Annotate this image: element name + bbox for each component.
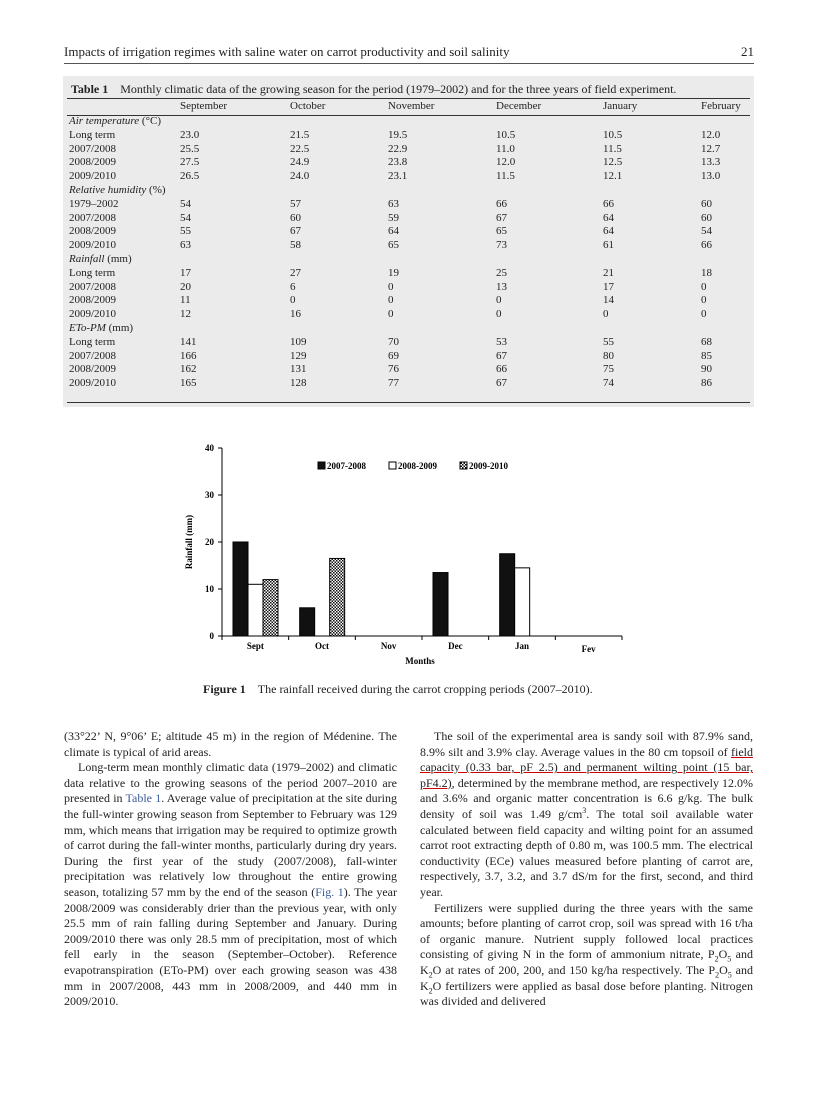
bar-2009-2010-Oct [330,558,345,636]
table-cell: 0 [701,294,707,307]
legend-swatch [389,462,396,469]
column-header: November [388,100,435,113]
table-cell: 21.5 [290,128,310,141]
table-bottom-rule [67,402,750,403]
running-header [64,44,754,62]
table-cell: 10.5 [496,128,516,141]
subscript: 2 [715,970,720,980]
table-cell: 22.9 [388,142,408,155]
row-label: 2007/2008 [69,280,117,293]
bar-2008-2009-Jan [515,568,530,636]
section-title-unit: (mm) [105,321,134,334]
figure-1-caption [203,682,593,697]
table-cell: 67 [496,349,507,362]
paragraph [64,760,397,1010]
table-cell: 64 [603,225,614,238]
table-cell: 75 [603,363,614,376]
figure-1-caption-text: The rainfall received during the carrot cropping periods (2007–2010). [257,682,593,696]
table-cell: 17 [180,266,191,279]
table-cell: 59 [388,211,399,224]
table-cell: 64 [603,211,614,224]
text-run: , determined by the membrane method, are respectively 12.0% and 3.6% and organic matter concentration is 6.6 g/kg. The bulk density of soil was 1.49 g/cm [420,775,753,821]
legend-swatch [460,462,467,469]
row-label: 2008/2009 [69,225,117,238]
table-1-link[interactable]: Table 1 [125,791,162,806]
table-row [69,336,751,350]
table-cell: 12.0 [496,156,516,169]
section-header-row [69,322,751,336]
y-axis-label: Rainfall (mm) [184,514,194,570]
paragraph: (33°22’ N, 9°06’ E; altitude 45 m) in the region of Médenine. The climate is typical of arid areas. [64,729,397,759]
table-cell: 0 [388,308,394,321]
table-cell: 23.0 [180,128,200,141]
table-cell: 17 [603,280,614,293]
row-label: 2008/2009 [69,156,117,169]
subscript: 2 [428,970,433,980]
table-cell: 63 [180,239,191,252]
section-title [69,115,751,129]
table-cell: 67 [496,377,507,390]
x-tick-label: Sept [246,641,264,651]
text-run: Long-term mean monthly climatic data (1979–2002) and climatic data relative to the growing seasons of the period 2007–2010 are presented in [64,760,397,806]
legend-swatch [318,462,325,469]
table-cell: 21 [603,266,614,279]
table-cell: 66 [496,197,507,210]
header-rule [64,63,754,64]
table-row [69,377,751,391]
table-cell: 0 [701,308,707,321]
column-header: February [701,100,741,113]
table-row [69,143,751,157]
section-title-unit: (°C) [139,115,161,127]
section-title [69,322,751,336]
table-row [69,212,751,226]
row-label: 2009/2010 [69,377,117,390]
table-cell: 60 [701,211,712,224]
y-tick-label: 30 [205,490,214,500]
table-cell: 0 [388,280,394,293]
table-cell: 55 [603,335,614,348]
text-run: ). The year 2008/2009 was considerably drier than the previous year, with only 25.5 mm of rain falling during September and January. During 2009/2010 there was only 28.5 mm of precipitation, most of which fell early in the season (September–October). Reference evapotranspiration (ETo-PM) over each growing season was 438 mm in 2007/2008, 443 mm in 2008/2009, and 440 mm in 2009/2010. [64,884,397,1009]
table-cell: 53 [496,335,507,348]
table-cell: 23.8 [388,156,408,169]
section-header-row [69,184,751,198]
table-cell: 74 [603,377,614,390]
table-cell: 12.0 [701,128,721,141]
row-label: 2009/2010 [69,308,117,321]
row-label: 2007/2008 [69,349,117,362]
table-cell: 0 [496,308,502,321]
table-cell: 11.5 [603,142,622,155]
table-cell: 11.5 [496,170,515,183]
table-cell: 65 [388,239,399,252]
subscript: 2 [714,954,719,964]
table-cell: 19 [388,266,399,279]
table-1-caption-text: Monthly climatic data of the growing season for the period (1979–2002) and for the three years of field experiment. [120,82,677,96]
bar-2007-2008-Sept [233,542,248,636]
table-cell: 73 [496,239,507,252]
x-tick-label: Jan [514,641,530,651]
table-cell: 67 [496,211,507,224]
running-title: Impacts of irrigation regimes with saline water on carrot productivity and soil salinity [64,44,510,59]
legend-label: 2009-2010 [469,461,508,471]
table-cell: 0 [388,294,394,307]
table-cell: 109 [290,335,307,348]
table-header-row [69,99,751,115]
table-cell: 0 [701,280,707,293]
table-cell: 54 [701,225,712,238]
table-row [69,198,751,212]
text-run: O fertilizers were applied as basal dose before planting. Nitrogen was divided and delivered [420,978,753,1009]
climate-table [69,99,751,391]
table-1-label: Table 1 [71,82,109,96]
table-cell: 12.7 [701,142,721,155]
x-tick-label: Dec [448,641,463,651]
section-title-italic: Relative humidity [69,183,147,196]
table-row [69,267,751,281]
bar-2007-2008-Oct [300,608,315,636]
bar-2009-2010-Sept [263,580,278,636]
table-cell: 85 [701,349,712,362]
section-title-unit: (%) [146,183,166,196]
y-tick-label: 40 [205,443,214,453]
table-cell: 19.5 [388,128,408,141]
table-cell: 61 [603,239,614,252]
column-header [69,99,180,115]
section-title-unit: (mm) [104,252,132,265]
y-tick-label: 0 [209,631,214,641]
table-cell: 20 [180,280,191,293]
table-cell: 27 [290,266,301,279]
table-cell: 11.0 [496,142,515,155]
table-row [69,281,751,295]
table-cell: 68 [701,335,712,348]
subscript: 5 [727,954,732,964]
table-cell: 25 [496,266,507,279]
table-cell: 69 [388,349,399,362]
bar-2007-2008-Jan [500,554,515,636]
table-cell: 60 [701,197,712,210]
y-tick-label: 20 [205,537,214,547]
table-row [69,308,751,322]
table-cell: 80 [603,349,614,362]
table-row [69,129,751,143]
table-cell: 54 [180,211,191,224]
table-cell: 67 [290,225,301,238]
table-cell: 26.5 [180,170,200,183]
table-cell: 66 [496,363,507,376]
table-row [69,156,751,170]
subscript: 5 [727,970,732,980]
subscript: 2 [428,985,433,995]
table-cell: 14 [603,294,614,307]
table-cell: 63 [388,197,399,210]
table-cell: 11 [180,294,191,307]
table-cell: 13.3 [701,156,721,169]
figure-1 [180,440,640,675]
table-cell: 6 [290,280,296,293]
table-row [69,350,751,364]
table-cell: 12 [180,308,191,321]
x-tick-label: Fev [581,644,596,654]
right-column [420,729,753,1010]
table-cell: 86 [701,377,712,390]
table-cell: 23.1 [388,170,408,183]
row-label: 2009/2010 [69,239,117,252]
row-label: 2008/2009 [69,363,117,376]
table-cell: 66 [701,239,712,252]
table-cell: 12.1 [603,170,623,183]
page-number: 21 [741,44,754,59]
table-cell: 166 [180,349,197,362]
table-cell: 66 [603,197,614,210]
table-cell: 76 [388,363,399,376]
row-label: 2007/2008 [69,142,117,155]
superscript: 3 [582,805,587,815]
table-cell: 13.0 [701,170,721,183]
row-label: Long term [69,128,116,141]
bar-2008-2009-Sept [248,584,263,636]
section-title [69,184,751,198]
row-label: 1979–2002 [69,197,119,210]
text-run: O at rates of 200, 200, and 150 kg/ha respectively. The P [432,962,716,977]
legend-label: 2007-2008 [327,461,366,471]
text-run: and K [420,947,753,977]
section-title-italic: Rainfall [69,252,105,265]
table-row [69,239,751,253]
table-cell: 129 [290,349,307,362]
table-cell: 77 [388,377,399,390]
row-label: 2007/2008 [69,211,117,224]
table-row [69,170,751,184]
section-title-italic: Air temperature [69,115,140,127]
figure-1-link[interactable]: Fig. 1 [315,884,344,899]
text-run: and K [420,962,753,993]
table-cell: 0 [603,308,609,321]
table-cell: 90 [701,363,712,376]
row-label: Long term [69,266,116,279]
column-header: October [290,100,326,113]
table-1 [63,76,754,407]
rainfall-chart [180,440,640,675]
table-cell: 55 [180,225,191,238]
row-label: Long term [69,335,116,348]
row-label: 2008/2009 [69,294,117,307]
y-tick-label: 10 [205,584,214,594]
x-tick-label: Nov [380,641,397,651]
table-cell: 10.5 [603,128,623,141]
table-cell: 25.5 [180,142,200,155]
table-cell: 65 [496,225,507,238]
text-run: O [719,962,728,977]
table-cell: 24.9 [290,156,310,169]
x-axis-label: Months [405,656,435,666]
table-cell: 0 [290,294,296,307]
text-run: O [718,947,728,962]
column-header: December [496,100,542,113]
table-cell: 128 [290,377,307,390]
legend-label: 2008-2009 [398,461,437,471]
column-header: September [180,100,228,113]
row-label: 2009/2010 [69,170,117,183]
table-cell: 64 [388,225,399,238]
figure-1-label: Figure 1 [203,682,246,696]
x-tick-label: Oct [315,641,329,651]
left-column [64,729,397,1010]
table-cell: 13 [496,280,507,293]
table-cell: 16 [290,308,301,321]
table-row [69,294,751,308]
paragraph [420,901,753,1010]
text-run: . The total soil available water calculated between field capacity and wilting point for an assumed carrot root extracting depth of 0.80 m, was 100.5 mm. The electrical conductivity (ECe) values measured before planting of carrot are, respectively, 3.7, 3.2, and 3.7 dS/m for the first, second, and third year. [420,806,753,899]
table-cell: 22.5 [290,142,310,155]
table-cell: 60 [290,211,301,224]
table-cell: 12.5 [603,156,623,169]
table-cell: 70 [388,335,399,348]
section-title [69,253,751,267]
table-cell: 24.0 [290,170,310,183]
table-cell: 131 [290,363,307,376]
text-run: . Average value of precipitation at the site during the full-winter growing season from September to February was 129 mm, which means that irrigation may be required to optimize growth of carrot during the fall-winter months, particularly during dry years. During the first year of the study (2007/2008), fall-winter precipitation was relatively low throughout the entire growing season, totalizing 57 mm by the end of the season ( [64,791,397,899]
table-cell: 141 [180,335,197,348]
section-header-row [69,253,751,267]
table-cell: 0 [496,294,502,307]
bar-2007-2008-Dec [433,573,448,636]
table-cell: 165 [180,377,197,390]
text-run: The soil of the experimental area is sandy soil with 87.9% sand, 8.9% silt and 3.9% clay. Average values in the 80 cm topsoil of [420,729,753,759]
table-1-caption [71,82,676,97]
section-header-row [69,115,751,129]
table-cell: 54 [180,197,191,210]
section-title-italic: ETo-PM [69,321,106,334]
underlined-annotation: field capacity (0.33 bar, pF 2.5) and permanent wilting point (15 bar, pF4.2) [420,744,753,790]
table-row [69,363,751,377]
table-cell: 58 [290,239,301,252]
text-run: Fertilizers were supplied during the three years with the same amounts; before planting of carrot crop, soil was spread with 16 t/ha of organic manure. Nutrient supply followed local practices consisting of giving N in the form of ammonium nitrate, P [420,900,753,962]
paragraph [420,729,753,901]
table-cell: 162 [180,363,197,376]
table-row [69,225,751,239]
table-cell: 27.5 [180,156,200,169]
table-cell: 18 [701,266,712,279]
table-cell: 57 [290,197,301,210]
column-header: January [603,100,638,113]
